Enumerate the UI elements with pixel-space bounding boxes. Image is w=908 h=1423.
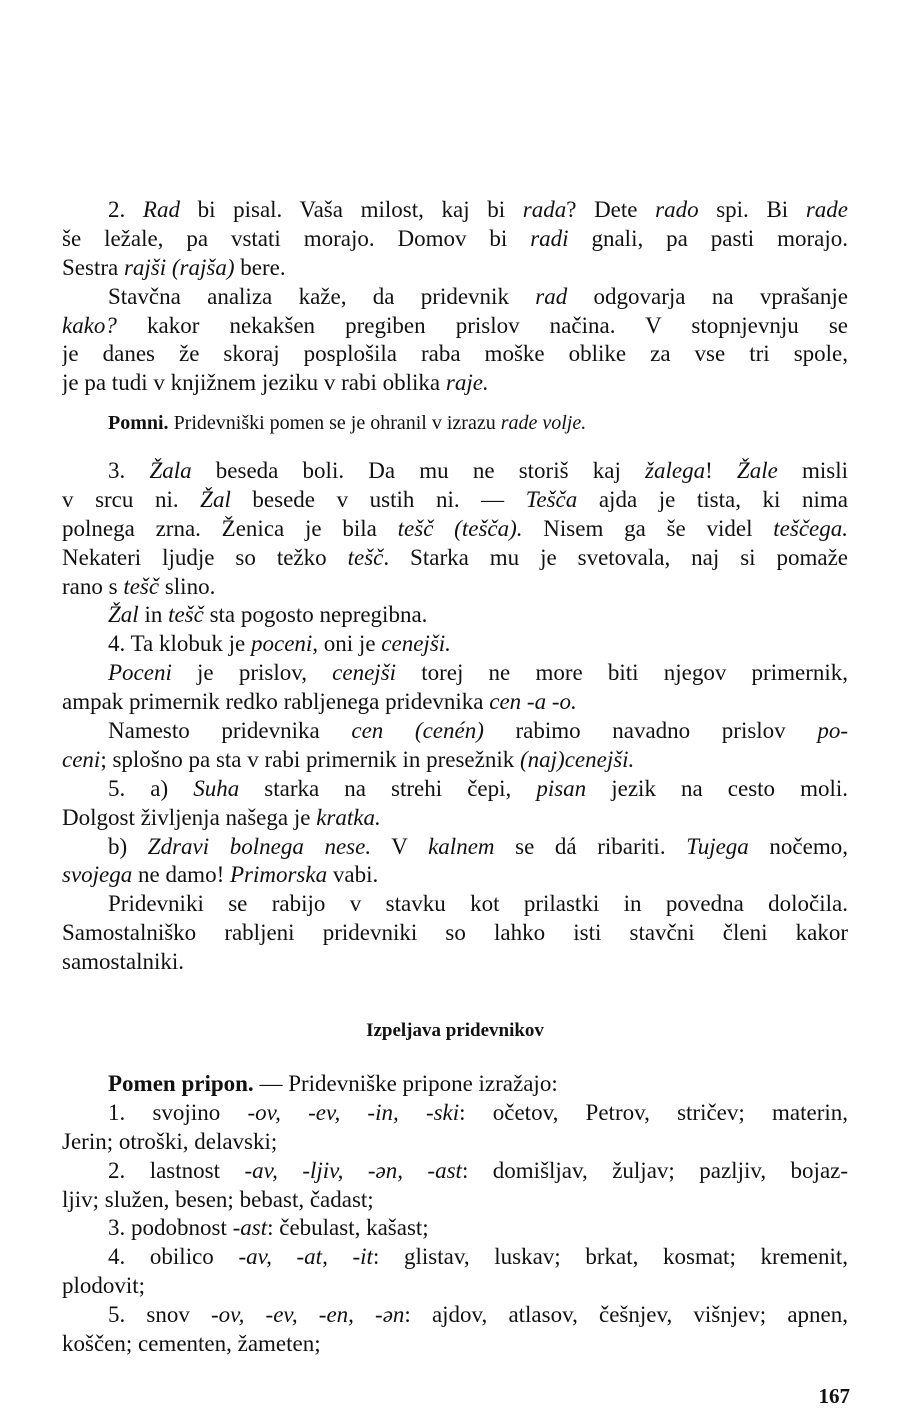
text-line: 3. Žala beseda boli. Da mu ne storiš kaj žalega! Žale misli: [108, 458, 848, 483]
text-line: polnega zrna. Ženica je bila tešč (tešča). Nisem ga še videl teščega.: [62, 515, 848, 541]
text-line: 4. Ta klobuk je poceni, oni je cenejši.: [108, 631, 451, 657]
text-line: ceni; splošno pa sta v rabi primernik in presežnik (naj)cenejši.: [62, 746, 635, 772]
text-line: Sestra rajši (rajša) bere.: [62, 254, 286, 280]
note-pomni: [62, 409, 848, 438]
text-line: Samostalniško rabljeni pridevniki so lahko isti stavčni členi kakor: [62, 920, 848, 946]
text-line: 5. snov -ov, -ev, -en, -ən: ajdov, atlasov, češnjev, višnjev; apnen,: [108, 1302, 848, 1328]
text-line: plodovit;: [62, 1273, 146, 1299]
text-line: 2. lastnost -av, -ljiv, -ən, -ast: domišljav, žuljav; pazljiv, bojaz-: [108, 1157, 848, 1183]
section-2: [62, 196, 848, 398]
page-number: 167: [818, 1384, 850, 1408]
text-line: Pridevniki se rabijo v stavku kot prilastki in povedna določila.: [108, 891, 848, 917]
text-line: Namesto pridevnika cen (cenén) rabimo navadno prislov po-: [108, 718, 848, 744]
text-line: 1. svojino -ov, -ev, -in, -ski: očetov, Petrov, stričev; materin,: [108, 1099, 848, 1125]
text-line: b) Zdravi bolnega nese. V kalnem se dá ribariti. Tujega nočemo,: [108, 833, 848, 859]
text-line: ljiv; služen, besen; bebast, čadast;: [62, 1186, 374, 1212]
text-line: je pa tudi v knjižnem jeziku v rabi oblika raje.: [62, 370, 489, 396]
text-line: ampak primernik redko rabljenega pridevnika cen -a -o.: [62, 689, 577, 715]
text-line: v srcu ni. Žal besede v ustih ni. — Tešča ajda je tista, ki nima: [62, 486, 848, 512]
text-line: 3. podobnost -ast: čebulast, kašast;: [108, 1215, 429, 1241]
text-line: še ležale, pa vstati morajo. Domov bi radi gnali, pa pasti morajo.: [62, 225, 848, 251]
text-line: koščen; cementen, žameten;: [62, 1331, 321, 1357]
text-line: Jerin; otroški, delavski;: [62, 1128, 278, 1154]
section-heading: Izpeljava pridevnikov: [366, 1020, 544, 1041]
text-line: 4. obilico -av, -at, -it: glistav, luskav; brkat, kosmat; kremenit,: [108, 1244, 848, 1270]
text-line: Žal in tešč sta pogosto nepregibna.: [108, 602, 428, 628]
text-line: Dolgost življenja našega je kratka.: [62, 804, 381, 830]
text-line: 5. a) Suha starka na strehi čepi, pisan jezik na cesto moli.: [108, 775, 848, 801]
text-line: kako? kakor nekakšen pregiben prislov načina. V stopnjevnju se: [62, 312, 848, 338]
text-line: Stavčna analiza kaže, da pridevnik rad odgovarja na vprašanje: [108, 283, 848, 309]
text-line: svojega ne damo! Primorska vabi.: [62, 862, 379, 888]
text-line: samostalniki.: [62, 949, 185, 975]
text-line: Poceni je prislov, cenejši torej ne more biti njegov primernik,: [108, 660, 848, 686]
suffix-list: [62, 1070, 848, 1359]
section-3-4: [62, 457, 848, 977]
text-line: Pomni. Pridevniški pomen se je ohranil v izrazu rade volje.: [108, 412, 587, 434]
text-line: Pomen pripon. — Pridevniške pripone izražajo:: [108, 1071, 558, 1096]
text-line: rano s tešč slino.: [62, 573, 216, 599]
text-line: Nekateri ljudje so težko tešč. Starka mu je svetovala, naj si pomaže: [62, 544, 848, 570]
text-line: 2. Rad bi pisal. Vaša milost, kaj bi rada? Dete rado spi. Bi rade: [108, 197, 848, 222]
text-line: je danes že skoraj posplošila raba moške oblike za vse tri spole,: [62, 341, 848, 367]
